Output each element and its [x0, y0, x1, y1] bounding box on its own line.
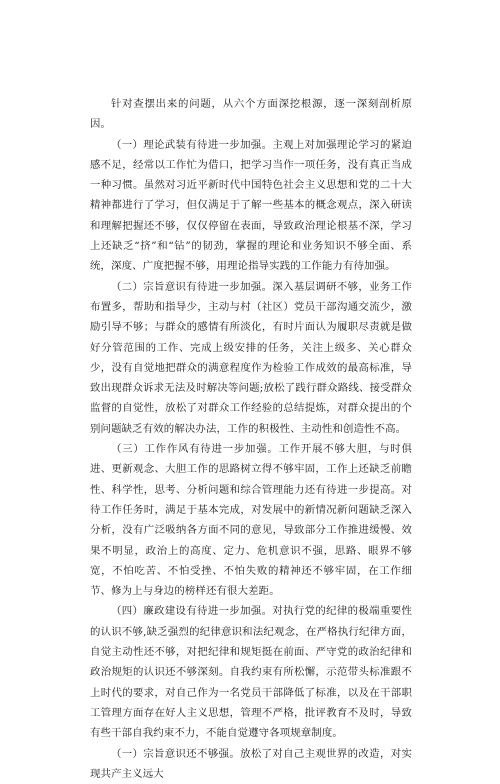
intro-paragraph: 针对查摆出来的问题，从六个方面深挖根源，逐一深刻剖析原因。 [90, 94, 412, 135]
paragraph-purpose: （二）宗旨意识有待进一步加强。深入基层调研不够，业务工作布置多，帮助和指导少，主动与村（社区）党员干部沟通交流少，激励引导不够；与群众的感情有所淡化，有时片面认为履职尽责就是做好分管范围的工作、完成上级安排的任务，关注上级多、关心群众少，没有自觉地把群众的满意程度作为检验工作成效的最高标准，导致出现群众诉求无法及时解决等问题;放松了践行群众路线、接受群众监督的自觉性，放松了对群众工作经验的总结提炼，对群众提出的个别问题缺乏有效的解决办法，工作的积极性、主动性和创造性不高。 [90, 277, 412, 439]
paragraph-integrity: （四）廉政建设有待进一步加强。对执行党的纪律的极端重要性的认识不够,缺乏强烈的纪律意识和法纪观念，在严格执行纪律方面，自觉主动性还不够，对把纪律和规矩挺在前面、严守党的政治纪律和政治规矩的认识还不够深刻。自我约束有所松懈，示范带头标准跟不上时代的要求，对自己作为一名党员干部降低了标准，以及在干部职工管理方面存在好人主义思想，管理不严格，批评教育不及时，导致有些干部自我约束不力，不能自觉遵守各项规章制度。 [90, 601, 412, 743]
paragraph-purpose-awareness: （一）宗旨意识还不够强。放松了对自己主观世界的改造，对实现共产主义远大 [90, 744, 412, 784]
document-body [90, 94, 412, 784]
paragraph-theory: （一）理论武装有待进一步加强。主观上对加强理论学习的紧迫感不足，经常以工作忙为借口，把学习当作一项任务，没有真正当成一种习惯。虽然对习近平新时代中国特色社会主义思想和党的二十大精神都进行了学习，但仅满足于了解一些基本的概念观点，深入研读和理解把握还不够，仅仅停留在表面，导致政治理论根基不深，学习上还缺乏“挤”和“钻”的韧劲，掌握的理论和业务知识不够全面、系统，深度、广度把握不够，用理论指导实践的工作能力有待加强。 [90, 135, 412, 277]
paragraph-work-style: （三）工作作风有待进一步加强。工作开展不够大胆，与时俱进、更新观念、大胆工作的思路树立得不够牢固，工作上还缺乏前瞻性、科学性，思考、分析问题和综合管理能力还有待进一步提高。对待工作任务时，满足于基本完成，对发展中的新情况新问题缺乏深入分析，没有广泛吸纳各方面不同的意见，导致部分工作推进缓慢、效果不明显，政治上的高度、定力、危机意识不强，思路、眼界不够宽，不怕吃苦、不怕受挫、不怕失败的精神还不够牢固，在工作细节、修为上与身边的榜样还有很大差距。 [90, 439, 412, 601]
